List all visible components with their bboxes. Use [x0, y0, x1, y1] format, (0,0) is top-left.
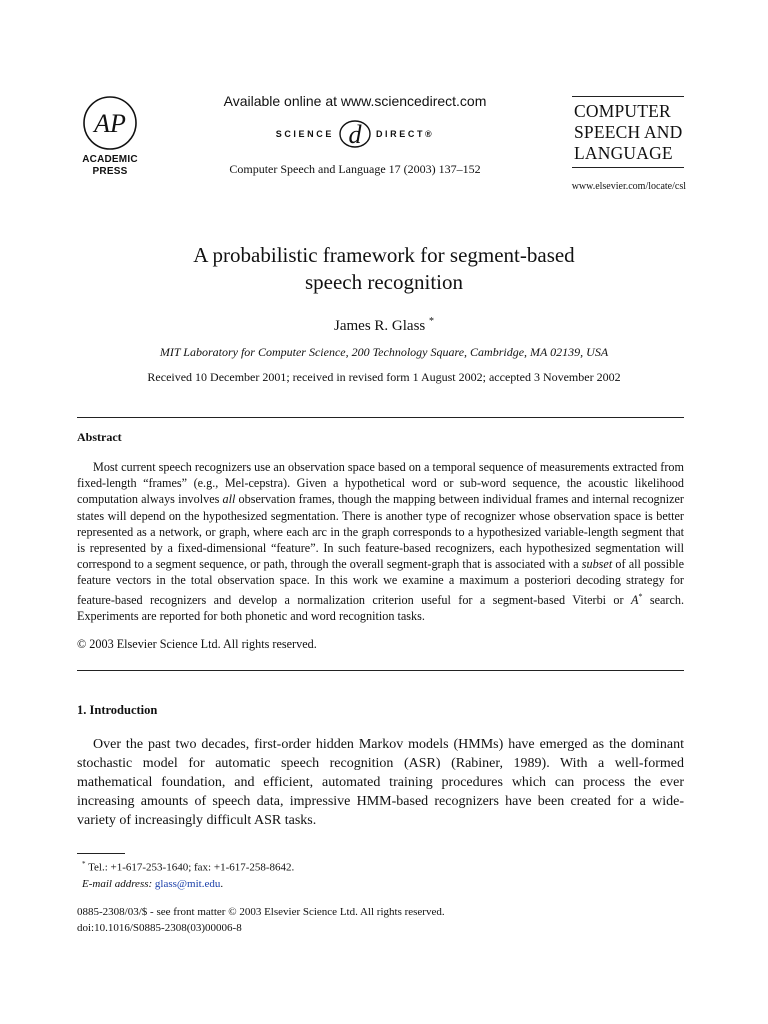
section-heading-introduction: 1. Introduction [77, 703, 158, 717]
paper-title: A probabilistic framework for segment-based speech recognition [193, 243, 575, 294]
email-link[interactable]: glass@mit.edu [154, 877, 221, 890]
sd-right-word: DIRECT® [375, 129, 435, 139]
journal-reference: Computer Speech and Language 17 (2003) 137–152 [229, 162, 481, 176]
abstract-heading: Abstract [77, 430, 122, 444]
sciencedirect-d-icon [338, 118, 372, 150]
abstract-text: Most current speech recognizers use an observation space based on a temporal sequence of measurements extracted from fixed-length “frames” (e.g., Mel-cepstra). Given a hypothetical word or sub-word sequence, the acoustic likelihood computation always involves all observation frames, though the mapping between individual frames and internal recognizer states will depend on the hypothesized segmentation. There is another type of recognizer whose observation space is better represented as a network, or graph, where each arc in the graph corresponds to a hypothesized variable-length segment that is represented by a fixed-dimensional “feature”. In such feature-based recognizers, each hypothesized segmentation will correspond to a segment sequence, or path, through the overall segment-graph that is associated with a subset of all possible feature vectors in the total observation space. In this work we examine a maximum a posteriori decoding strategy for feature-based recognizers and develop a normalization criterion useful for a segment-based Viterbi or A* search. Experiments are reported for both phonetic and word recognition tasks. [77, 460, 684, 623]
publisher-logo [72, 94, 148, 178]
issn-line: 0885-2308/03/$ - see front matter © 2003 Elsevier Science Ltd. All rights reserved. [77, 906, 445, 918]
journal-title-box [572, 96, 684, 168]
introduction-text: Over the past two decades, first-order hidden Markov models (HMMs) have emerged as the dominant stochastic model for automatic speech recognition (ASR) (Rabiner, 1989). With a well-formed mathematical foundation, and efficient, automated training procedures which can process the ever increasing amounts of speech data, impressive HMM-based recognizers have been created for a wide-variety of increasingly difficult ASR tasks. [77, 737, 684, 828]
author-footnote-mark[interactable]: * [429, 316, 434, 327]
available-online-text: Available online at www.sciencedirect.com [223, 93, 487, 109]
divider [572, 167, 684, 168]
affiliation: MIT Laboratory for Computer Science, 200 Technology Square, Cambridge, MA 02139, USA [159, 345, 609, 359]
footnote: * Tel.: +1-617-253-1640; fax: +1-617-258-8642. E-mail address: glass@mit.edu. [82, 860, 295, 890]
journal-url[interactable]: www.elsevier.com/locate/csl [571, 181, 686, 192]
footnote-mark: * [82, 860, 86, 868]
sciencedirect-logo [190, 118, 520, 150]
sd-left-word: SCIENCE [275, 129, 334, 139]
doi-line[interactable]: doi:10.1016/S0885-2308(03)00006-8 [77, 922, 242, 934]
logo-letters: AP [94, 109, 126, 138]
journal-title: COMPUTER SPEECH AND LANGUAGE [574, 101, 683, 163]
svg-text:d: d [348, 120, 362, 149]
divider [77, 670, 684, 671]
received-dates: Received 10 December 2001; received in revised form 1 August 2002; accepted 3 November 2002 [147, 370, 621, 384]
divider [77, 417, 684, 418]
footnote-divider [77, 853, 125, 854]
publisher-name: ACADEMIC PRESS [82, 154, 138, 177]
email-label: E-mail address: [82, 877, 153, 890]
abstract-copyright: © 2003 Elsevier Science Ltd. All rights reserved. [77, 637, 317, 651]
author-name: James R. Glass * [334, 316, 434, 334]
contact-info: Tel.: +1-617-253-1640; fax: +1-617-258-8642. [88, 861, 295, 874]
academic-press-logo-icon [81, 94, 139, 152]
article-footer [77, 904, 445, 936]
header-center [190, 92, 520, 177]
